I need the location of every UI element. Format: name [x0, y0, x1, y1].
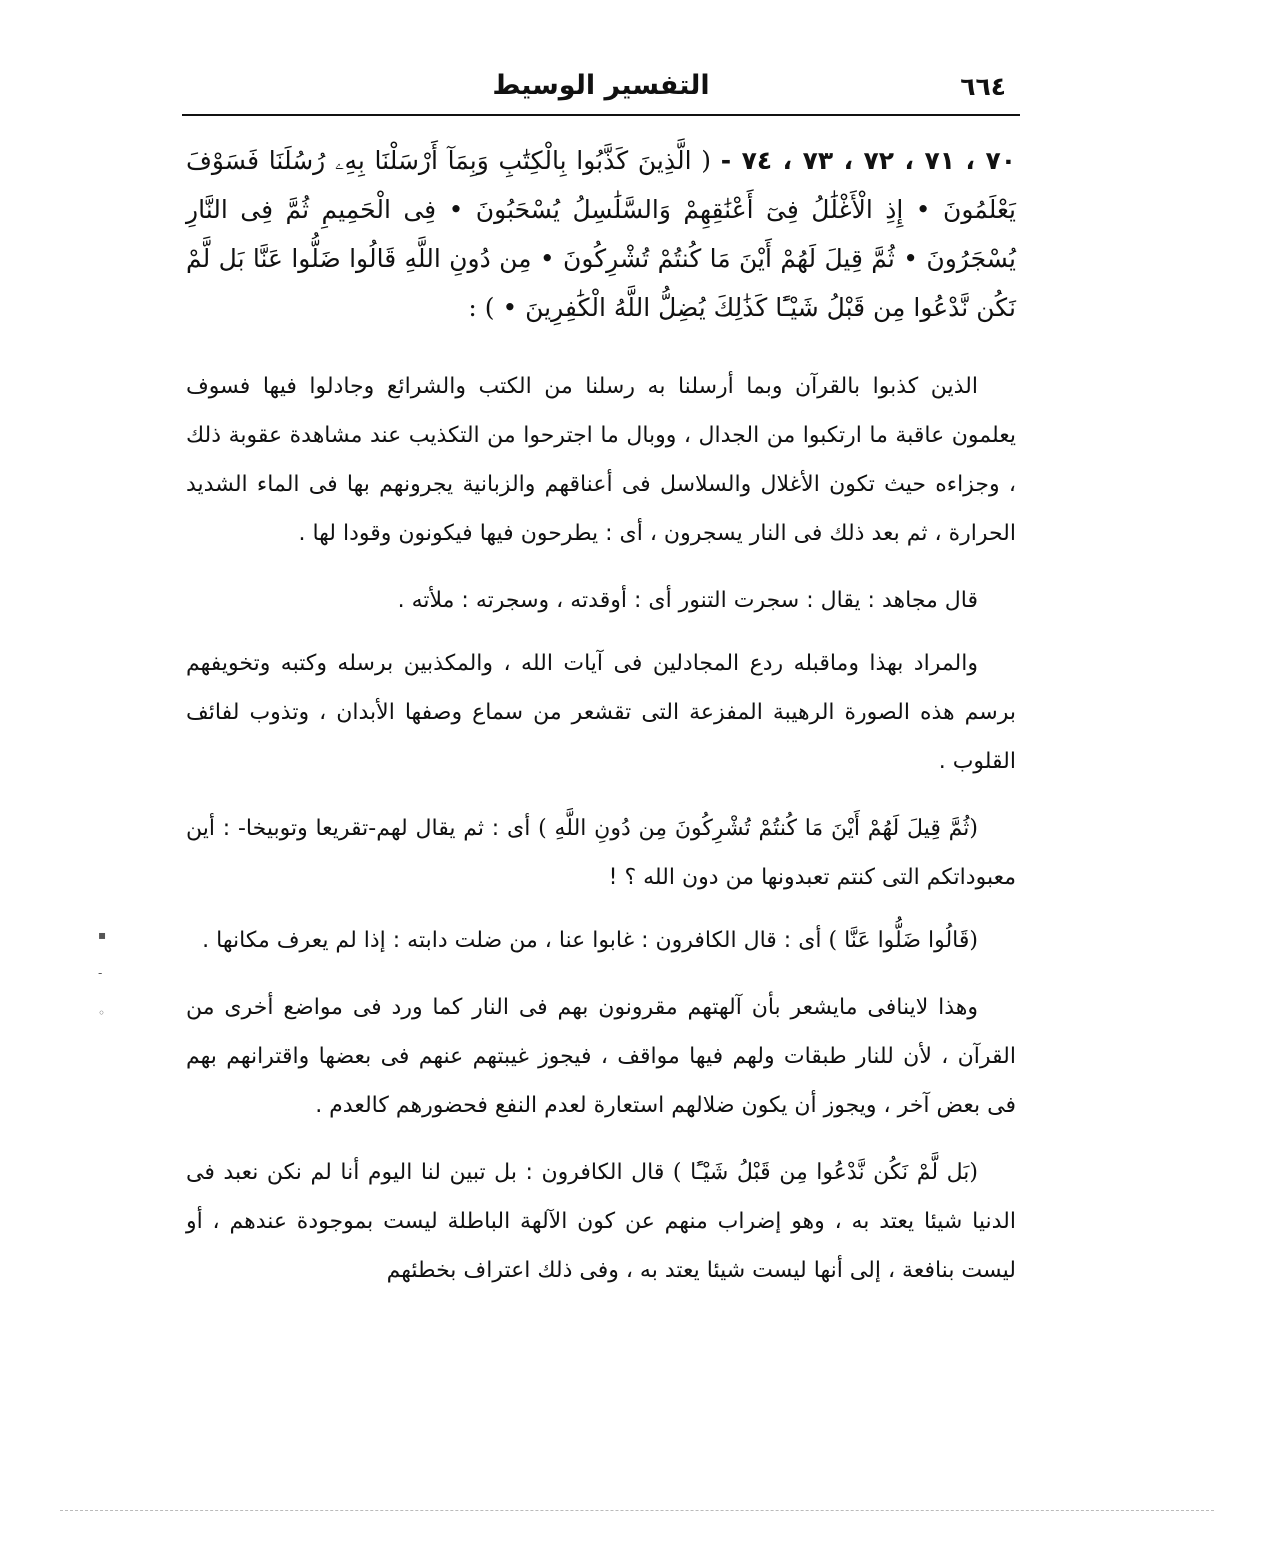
- commentary-paragraph: [186, 362, 1016, 558]
- verse-numbers: ٧٠ ، ٧١ ، ٧٢ ، ٧٣ ، ٧٤ -: [720, 146, 1017, 175]
- scan-edge-line: [60, 1510, 1214, 1511]
- verse-text: ( الَّذِينَ كَذَّبُوا بِالْكِتَٰبِ وَبِمَآ أَرْسَلْنَا بِهِۦ رُسُلَنَا فَسَوْفَ يَعْلَمُونَ • إِذِ الْأَغْلَٰلُ فِىٓ أَعْنَٰقِهِمْ وَالسَّلَٰسِلُ يُسْحَبُونَ • فِى الْحَمِيمِ ثُمَّ فِى النَّارِ يُسْجَرُونَ • ثُمَّ قِيلَ لَهُمْ أَيْنَ مَا كُنتُمْ تُشْرِكُونَ • مِن دُونِ اللَّهِ قَالُوا ضَلُّوا عَنَّا بَل لَّمْ نَكُن نَّدْعُوا مِن قَبْلُ شَيْـًٔا كَذَٰلِكَ يُضِلُّ اللَّهُ الْكَٰفِرِينَ • ) :: [186, 146, 1016, 322]
- commentary-paragraph: [186, 804, 1016, 902]
- commentary-paragraph: [186, 1148, 1016, 1295]
- commentary-paragraph: [186, 916, 1016, 965]
- paragraph-text: الذين كذبوا بالقرآن وبما أرسلنا به رسلنا من الكتب والشرائع وجادلوا فيها فسوف يعلمون عاقبة ما ارتكبوا من الجدال ، ووبال ما اجترحوا من التكذيب عند مشاهدة عقوبة ذلك ، وجزاءه حيث تكون الأغلال والسلاسل فى أعناقهم والزبانية يجرونهم بها فى الماء الشديد الحرارة ، ثم بعد ذلك فى النار يسجرون ، أى : يطرحون فيها فيكونون وقودا لها .: [186, 374, 1016, 546]
- paragraph-text: قال مجاهد : يقال : سجرت التنور أى : أوقدته ، وسجرته : ملأته .: [397, 588, 978, 613]
- margin-speck: -: [98, 966, 103, 980]
- page-header: [182, 62, 1020, 116]
- margin-speck: ◦: [98, 1006, 106, 1020]
- quoted-verse: (قَالُوا ضَلُّوا عَنَّا ): [828, 928, 978, 953]
- running-title: التفسير الوسيط: [492, 70, 710, 101]
- commentary: [186, 362, 1016, 1313]
- paragraph-text: أى : قال الكافرون : غابوا عنا ، من ضلت دابته : إذا لم يعرف مكانها .: [202, 928, 829, 953]
- paragraph-text: قال الكافرون : بل تبين لنا اليوم أنا لم نكن نعبد فى الدنيا شيئا يعتد به ، وهو إضراب منهم عن كون الآلهة الباطلة ليست بموجودة عندهم ، أو ليست بنافعة ، إلى أنها ليست شيئا يعتد به ، وفى ذلك اعتراف بخطئهم: [186, 1160, 1016, 1283]
- commentary-paragraph: [186, 983, 1016, 1130]
- quoted-verse: (ثُمَّ قِيلَ لَهُمْ أَيْنَ مَا كُنتُمْ تُشْرِكُونَ مِن دُونِ اللَّهِ ): [538, 816, 978, 841]
- quranic-verse-block: [186, 136, 1016, 332]
- paragraph-text: وهذا لاينافى مايشعر بأن آلهتهم مقرونون بهم فى النار كما ورد فى مواضع أخرى من القرآن ، لأن للنار طبقات ولهم فيها مواقف ، فيجوز غيبتهم عنهم فى بعضها واقترانهم بهم فى بعض آخر ، ويجوز أن يكون ضلالهم استعارة لعدم النفع فحضورهم كالعدم .: [186, 995, 1016, 1118]
- paragraph-text: أى : ثم يقال لهم-تقريعا وتوبيخا- : أين معبوداتكم التى كنتم تعبدونها من دون الله ؟ !: [186, 816, 1016, 890]
- page-number: ٦٦٤: [960, 72, 1006, 101]
- commentary-paragraph: [186, 576, 1016, 625]
- paragraph-text: والمراد بهذا وماقبله ردع المجادلين فى آيات الله ، والمكذبين برسله وكتبه وتخويفهم برسم هذه الصورة الرهيبة المفزعة التى تقشعر من سماع وصفها الأبدان ، وتذوب لفائف القلوب .: [186, 651, 1016, 774]
- commentary-paragraph: [186, 639, 1016, 786]
- margin-speck: ▪: [98, 928, 107, 942]
- quoted-verse: (بَل لَّمْ نَكُن نَّدْعُوا مِن قَبْلُ شَيْـًٔا ): [672, 1160, 978, 1185]
